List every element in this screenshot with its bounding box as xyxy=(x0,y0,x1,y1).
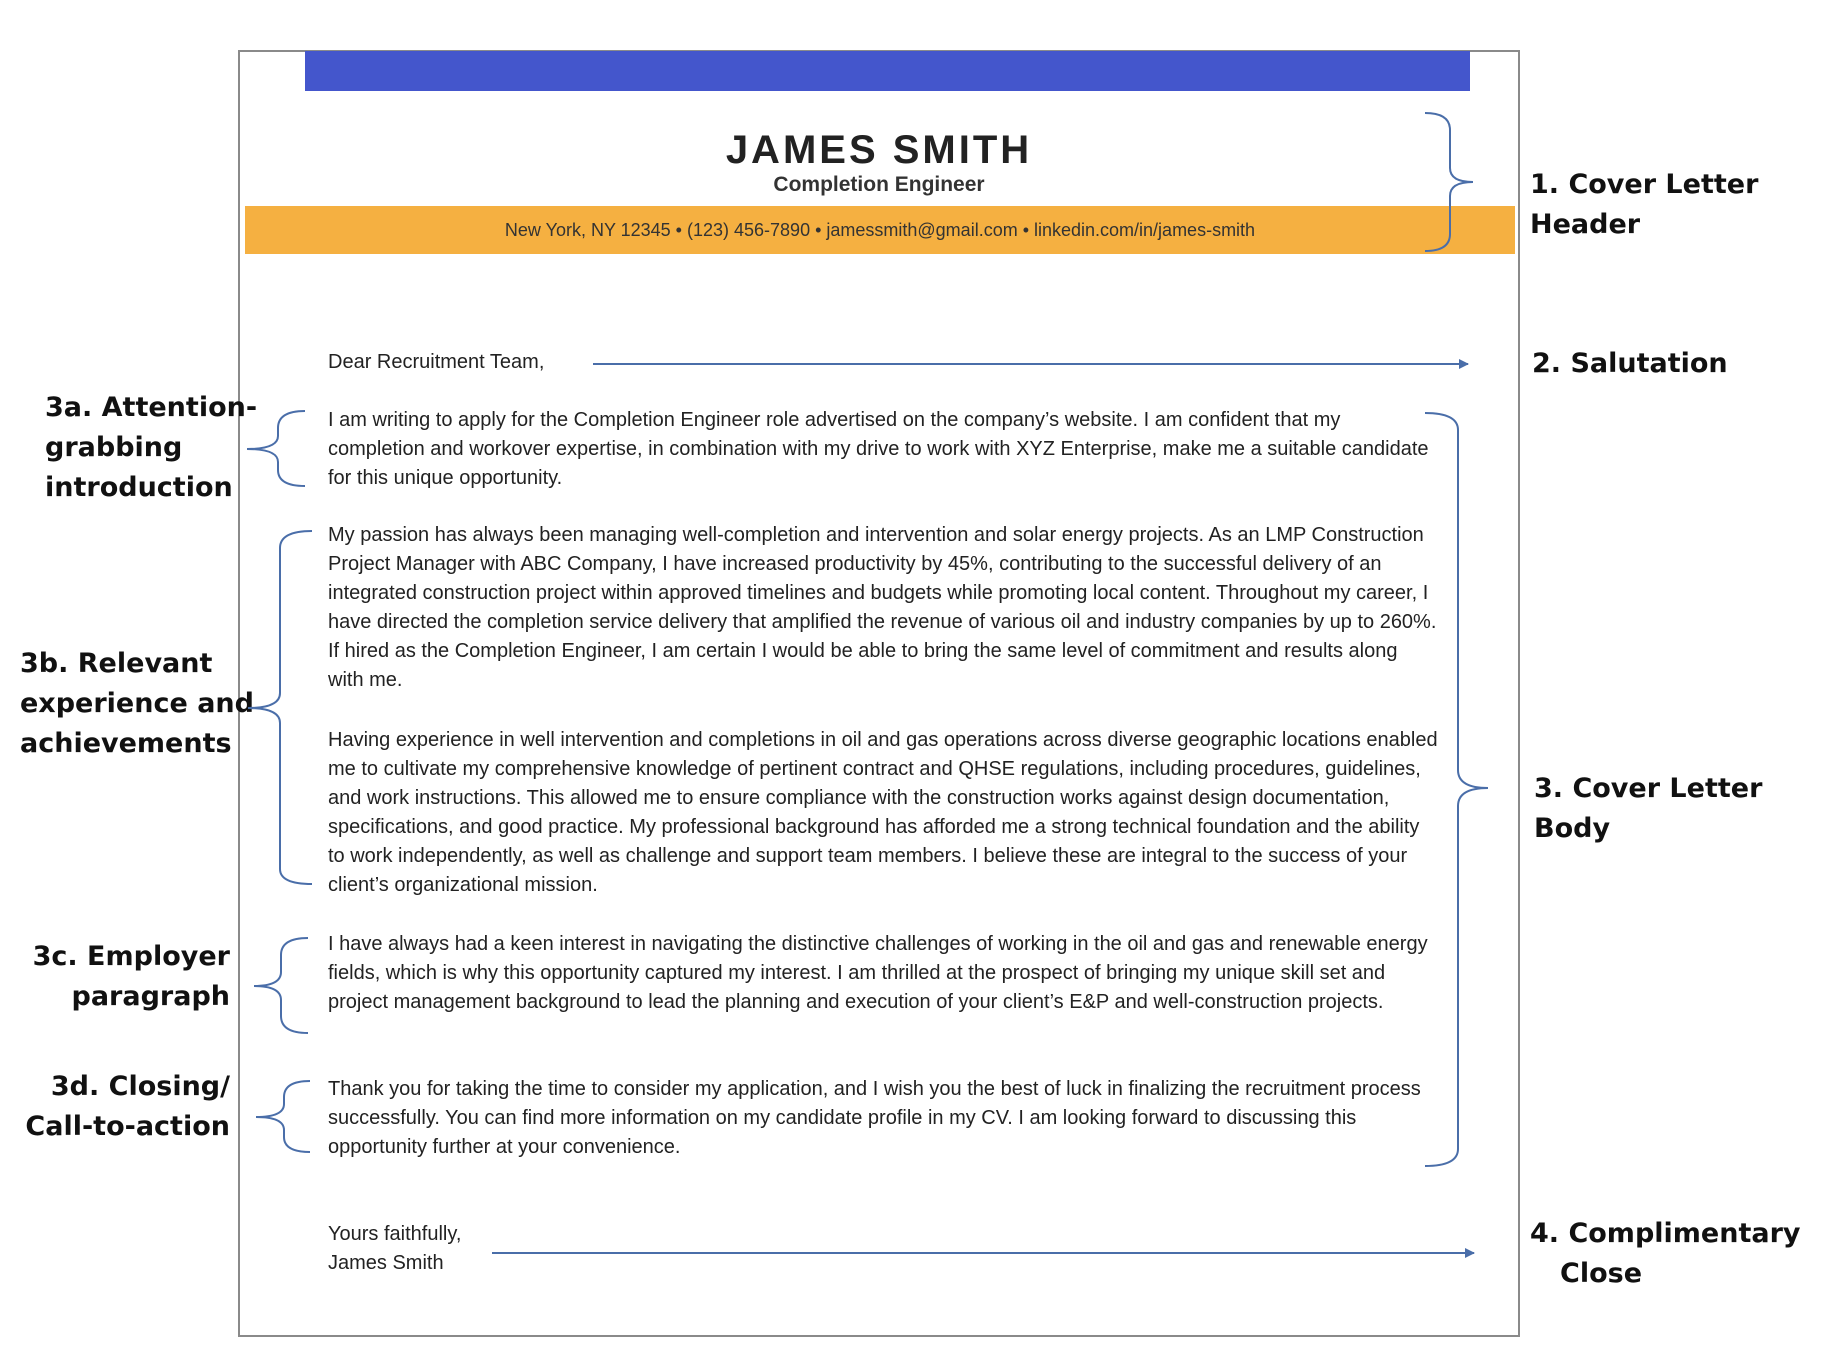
contact-bar xyxy=(245,206,1515,254)
annotation-employer-label xyxy=(20,937,230,1017)
annotation-close-line1: 4. Complimentary xyxy=(1530,1218,1801,1249)
header-color-bar xyxy=(305,51,1470,91)
annotation-intro-line2: grabbing xyxy=(45,432,183,463)
annotation-experience-label xyxy=(20,644,254,764)
signature-text: James Smith xyxy=(328,1252,444,1274)
annotation-closing-label xyxy=(20,1067,230,1147)
annotation-salutation-label: 2. Salutation xyxy=(1532,348,1728,379)
salutation-text: Dear Recruitment Team, xyxy=(328,351,545,373)
employer-paragraph: I have always had a keen interest in navigating the distinctive challenges of working in the oil and gas and renewable energy fields, which is why this opportunity captured my interest. I am thrilled at the prospect of bringing my unique skill set and project management background to lead the planning and execution of your client’s E&P and well-construction projects. xyxy=(328,933,1428,1013)
annotation-employer-line1: 3c. Employer xyxy=(32,941,230,972)
annotation-experience-line2: experience and xyxy=(20,688,254,719)
annotation-intro-line1: 3a. Attention- xyxy=(45,392,258,423)
annotation-experience-line3: achievements xyxy=(20,728,232,759)
annotation-closing-line1: 3d. Closing/ xyxy=(50,1071,230,1102)
annotation-closing-line2: Call-to-action xyxy=(25,1111,230,1142)
annotation-body-label: 3. Cover Letter Body xyxy=(1534,773,1763,844)
annotation-intro-label xyxy=(45,388,257,508)
applicant-role: Completion Engineer xyxy=(773,173,985,196)
applicant-name: JAMES SMITH xyxy=(725,128,1033,172)
annotation-header-label: 1. Cover Letter Header xyxy=(1530,169,1759,240)
experience-paragraph-2: Having experience in well intervention and completions in oil and gas operations across diverse geographic locations enabled me to cultivate my comprehensive knowledge of pertinent contract and QHSE regulations, including procedures, guidelines, and work instructions. This allowed me to ensure compliance with the construction works against design documentation, specifications, and good practice. My professional background has afforded me a strong technical foundation and the ability to work independently, as well as challenge and support team members. I believe these are integral to the success of your client’s organizational mission. xyxy=(328,729,1438,896)
closing-paragraph: Thank you for taking the time to consider my application, and I wish you the best of luck in finalizing the recruitment process successfully. You can find more information on my candidate profile in my CV. I am looking forward to discussing this opportunity further at your convenience. xyxy=(328,1078,1421,1158)
annotation-close-line2: Close xyxy=(1560,1258,1643,1289)
annotation-intro-line3: introduction xyxy=(45,472,233,503)
annotation-close-label xyxy=(1530,1214,1801,1294)
complimentary-close-text: Yours faithfully, xyxy=(328,1223,462,1245)
contact-info: New York, NY 12345 • (123) 456-7890 • jamessmith@gmail.com • linkedin.com/in/james-smith xyxy=(504,219,1256,240)
annotation-employer-line2: paragraph xyxy=(71,981,230,1012)
experience-paragraph-1: My passion has always been managing well-completion and intervention and solar energy projects. As an LMP Construction Project Manager with ABC Company, I have increased productivity by 45%, contributing to the successful delivery of an integrated construction project within approved timelines and budgets while promoting local content. Throughout my career, I have directed the completion service delivery that amplified the revenue of various oil and industry companies by up to 260%. If hired as the Completion Engineer, I am certain I would be able to bring the same level of commitment and results along with me. xyxy=(328,524,1437,691)
annotation-experience-line1: 3b. Relevant xyxy=(20,648,213,679)
intro-paragraph: I am writing to apply for the Completion Engineer role advertised on the company’s website. I am confident that my completion and workover expertise, in combination with my drive to work with XYZ Enterprise, make me a suitable candidate for this unique opportunity. xyxy=(328,409,1429,489)
